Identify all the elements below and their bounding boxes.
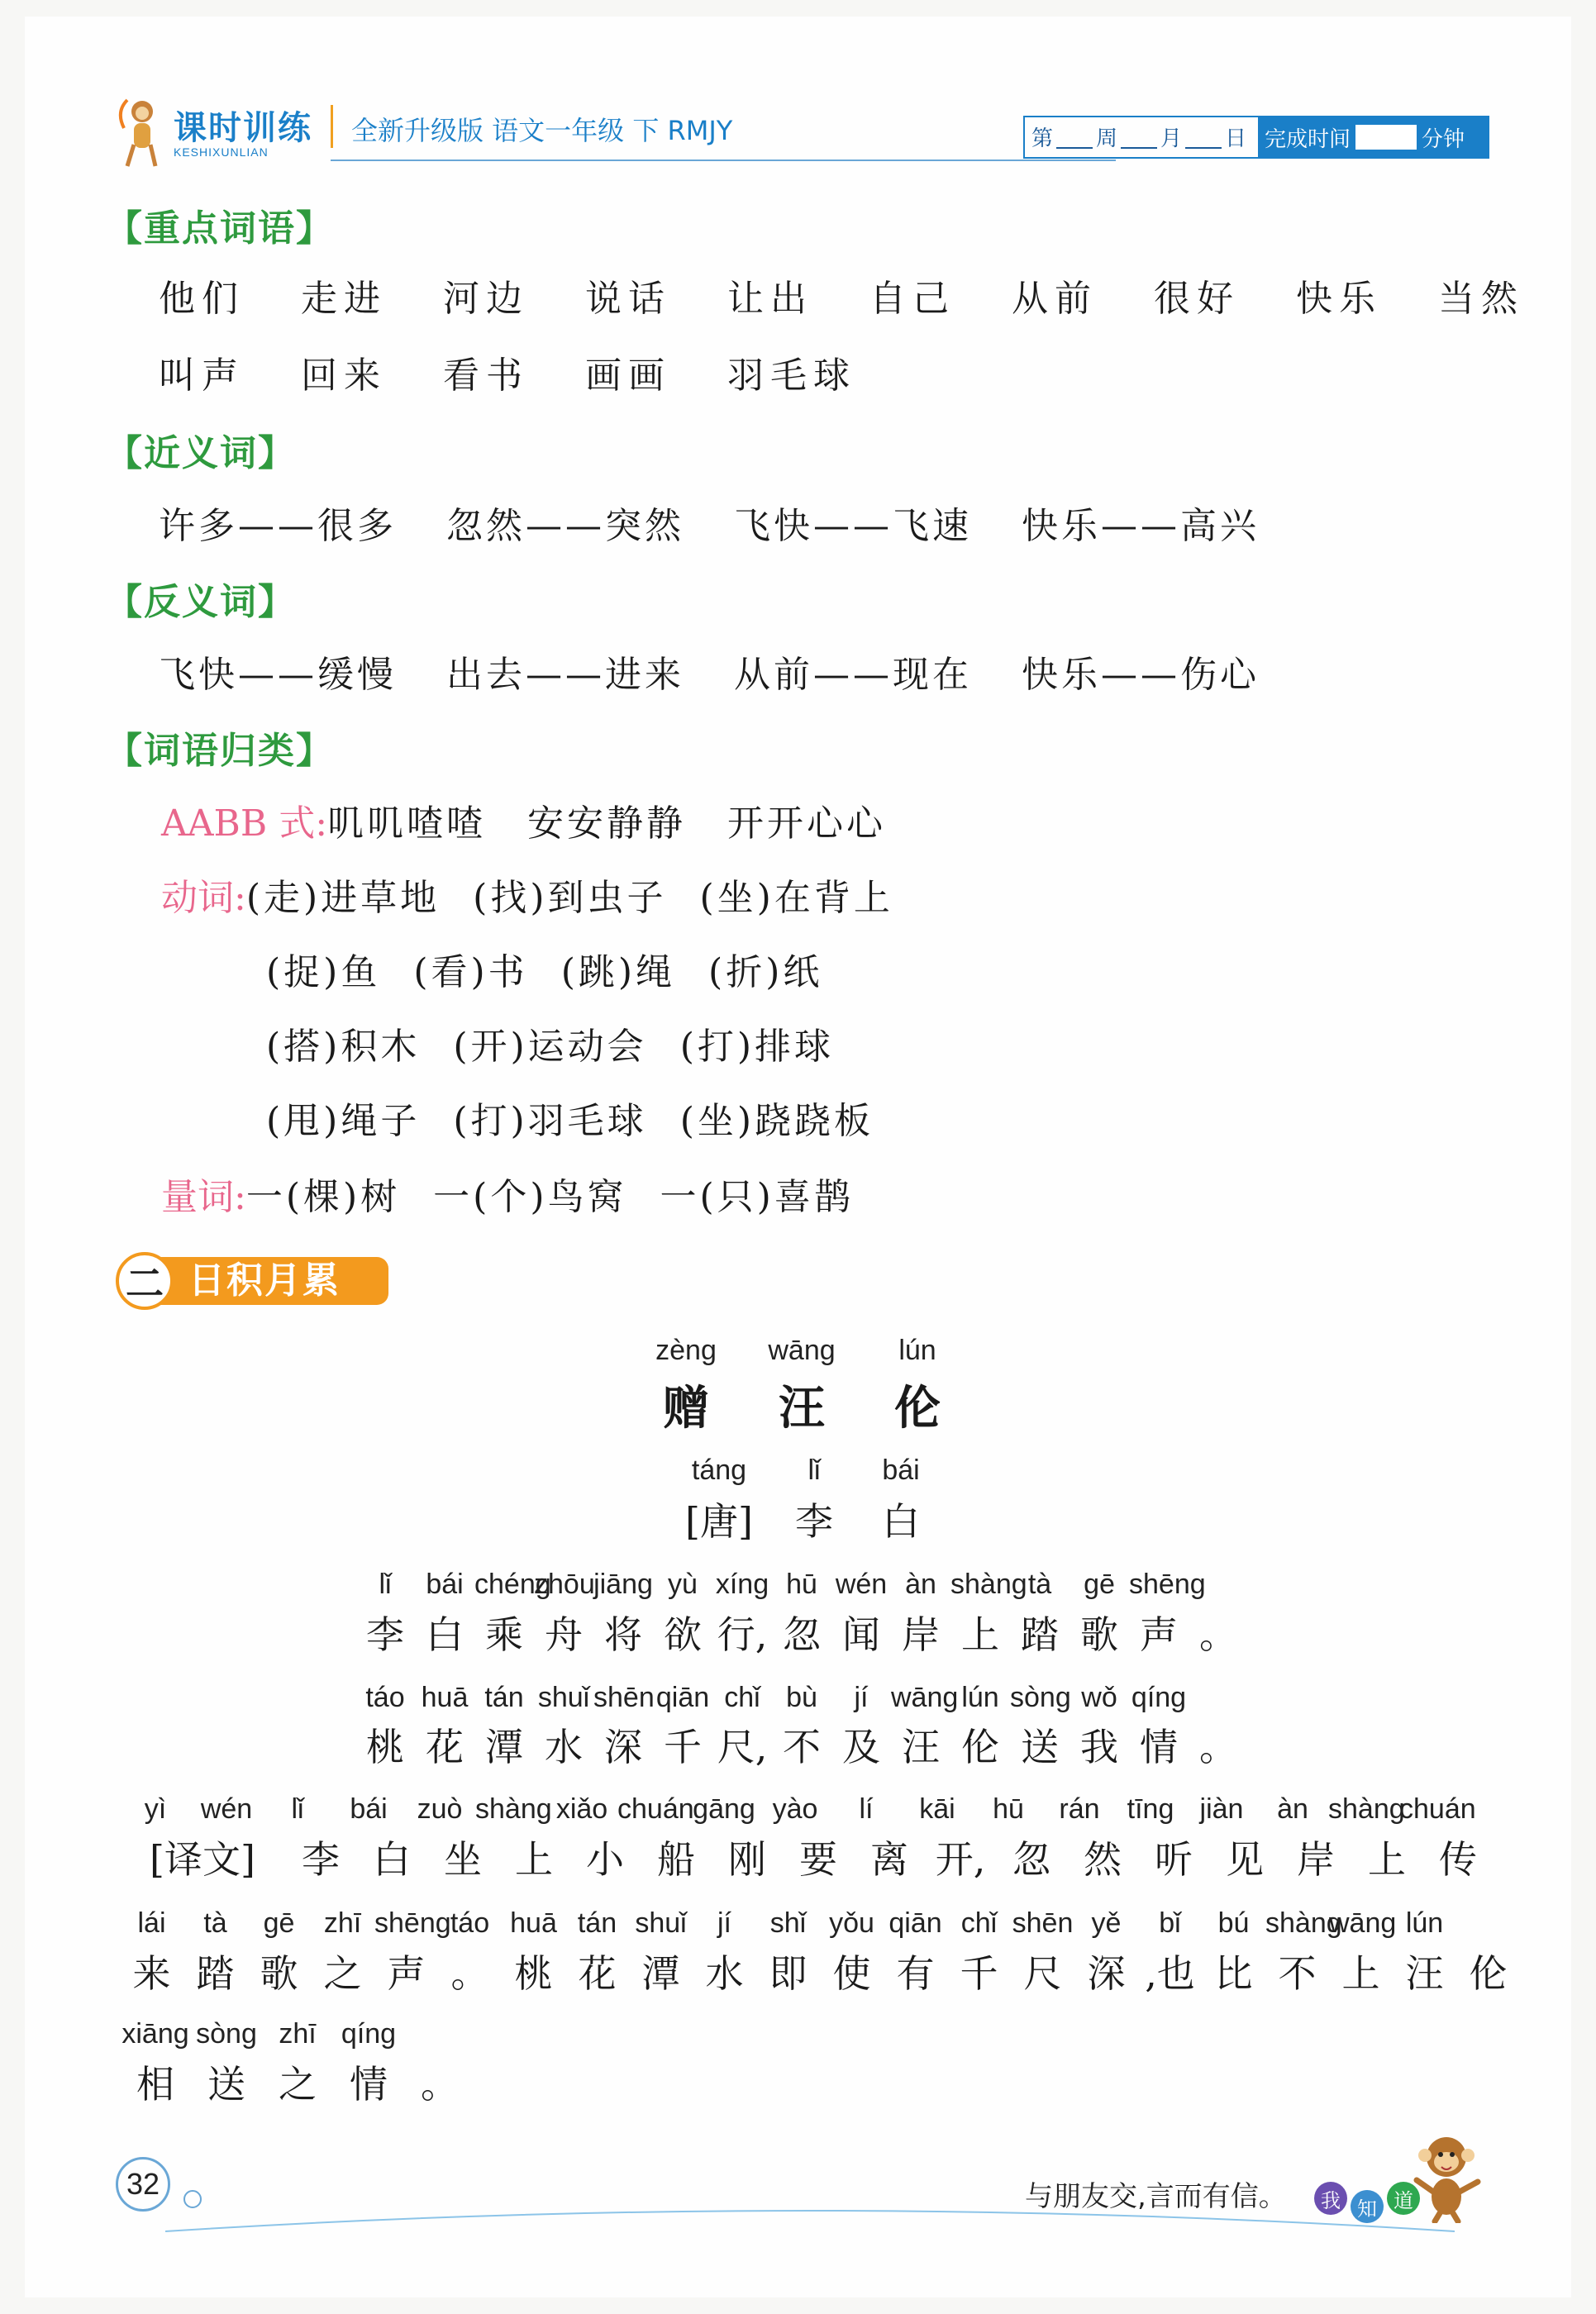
antonym-pair: 飞快——缓慢: [159, 654, 397, 696]
pinyin: shēng: [374, 1907, 451, 1939]
pinyin: bǐ: [1159, 1907, 1181, 1939]
pinyin: wāng: [768, 1335, 836, 1366]
pinyin: qiān: [655, 1682, 710, 1713]
verb-row-2: [266, 942, 822, 995]
month-blank[interactable]: [1121, 145, 1157, 149]
date-time-box: [1023, 116, 1489, 159]
section-title: 日积月累: [149, 1257, 388, 1305]
pinyin: jí: [717, 1907, 731, 1939]
measure-row: [161, 1167, 854, 1220]
poem-char: 将: [604, 1612, 642, 1657]
translation-char: 上: [1368, 1837, 1406, 1882]
poem-char: 。: [1199, 1725, 1237, 1769]
pinyin: shàng: [475, 1793, 552, 1825]
verb-phrase: (走)进草地: [245, 877, 441, 919]
translation-char: 花: [578, 1951, 617, 1996]
pinyin: táo: [450, 1907, 490, 1939]
pinyin: hū: [786, 1569, 817, 1600]
pinyin: yào: [772, 1793, 818, 1825]
translation-char: 踏: [196, 1951, 235, 1996]
aabb-word: 开开心心: [727, 802, 887, 845]
pinyin: táng: [691, 1455, 747, 1486]
translation-char: 送: [207, 2062, 245, 2107]
word: 看书: [443, 355, 529, 397]
translation-char: 白: [373, 1837, 411, 1882]
pinyin: zhōu: [534, 1569, 595, 1600]
pinyin: qíng: [1131, 1682, 1187, 1713]
pinyin: xíng: [715, 1569, 769, 1600]
pinyin: yǒu: [829, 1907, 874, 1939]
pinyin: àn: [905, 1569, 936, 1600]
verb-phrase: (搭)积木: [266, 1026, 421, 1068]
poem-char: 李: [366, 1612, 404, 1657]
pinyin: xiāng: [121, 2018, 189, 2050]
mascot-icon: [116, 95, 165, 169]
date-fields: [1025, 117, 1258, 157]
time-label: 完成时间: [1265, 126, 1351, 152]
translation-char: 之: [323, 1951, 362, 1996]
month-label: 月: [1160, 126, 1183, 151]
translation-char: 船: [657, 1837, 695, 1882]
week-label: 周: [1096, 126, 1118, 151]
word: 从前: [1012, 278, 1098, 320]
pinyin: lái: [137, 1907, 166, 1939]
aabb-word: 叽叽喳喳: [327, 802, 487, 845]
pinyin: wén: [200, 1793, 253, 1825]
pinyin: bù: [786, 1682, 817, 1713]
poem-char: 欲: [664, 1612, 702, 1657]
poem-char: 乘: [485, 1612, 523, 1657]
poem-char: 情: [1140, 1725, 1178, 1769]
poem-char: 闻: [842, 1612, 880, 1657]
pinyin: wāng: [891, 1682, 959, 1713]
translation-char: 。: [421, 2062, 459, 2107]
synonyms-row: [159, 496, 1260, 549]
translation-char: 有: [896, 1951, 935, 1996]
pinyin: shàng: [950, 1569, 1027, 1600]
pinyin: jiāng: [593, 1569, 653, 1600]
translation-char: 小: [586, 1837, 624, 1882]
translation-char: ,也: [1145, 1951, 1195, 1996]
verb-phrase: (跳)绳: [560, 951, 676, 993]
translation-char: 水: [705, 1951, 744, 1996]
section-banner: [116, 1252, 388, 1310]
poem-line-2-pinyin: [355, 1682, 1189, 1714]
measure-phrase: 一(个)鸟窝: [433, 1176, 627, 1218]
pinyin: wǒ: [1081, 1682, 1117, 1713]
translation-char: 声: [387, 1951, 426, 1996]
pinyin: lǐ: [379, 1569, 392, 1600]
book-subtitle: 全新升级版 语文一年级 下 RMJY: [351, 115, 733, 146]
translation-char: 岸: [1297, 1837, 1335, 1882]
word: 走进: [301, 278, 387, 320]
know-badge: [1314, 2182, 1420, 2223]
verb-phrase: (打)排球: [679, 1026, 835, 1068]
translation-row-2-pinyin: [120, 1907, 1456, 1940]
pinyin: wén: [835, 1569, 888, 1600]
poem-line-1-pinyin: [355, 1569, 1206, 1601]
author-char: 白: [882, 1499, 920, 1544]
pinyin: sòng: [196, 2018, 257, 2050]
poem-char: 。: [1199, 1612, 1237, 1657]
header-divider: [331, 105, 333, 148]
translation-row-1-pinyin: [120, 1793, 1476, 1826]
pinyin: yì: [144, 1793, 167, 1825]
poem-char: 舟: [545, 1612, 583, 1657]
pinyin: qiān: [889, 1907, 942, 1939]
pinyin: chuán: [1399, 1793, 1476, 1825]
week-prefix: 第: [1031, 126, 1054, 151]
verb-phrase: (找)到虫子: [473, 877, 667, 919]
translation-char: 听: [1155, 1837, 1193, 1882]
translation-char: 李: [302, 1837, 340, 1882]
poem-char: 岸: [902, 1612, 940, 1657]
verb-row-4: [266, 1091, 874, 1144]
synonym-pair: 快乐——高兴: [1022, 505, 1260, 547]
pinyin: lún: [961, 1682, 999, 1713]
title-char: 汪: [779, 1382, 825, 1436]
pinyin: lǐ: [808, 1455, 821, 1486]
measure-phrase: 一(棵)树: [245, 1176, 401, 1218]
translation-char: 上: [1341, 1951, 1380, 1996]
antonym-pair: 快乐——伤心: [1022, 654, 1260, 696]
translation-char: 坐: [444, 1837, 482, 1882]
verb-label: 动词:: [161, 877, 246, 919]
pinyin: bú: [1217, 1907, 1250, 1939]
measure-label: 量词:: [161, 1176, 246, 1218]
translation-char: 传: [1439, 1837, 1477, 1882]
translation-char: 。: [450, 1951, 489, 1996]
verb-phrase: (坐)跷跷板: [679, 1100, 874, 1142]
footer-motto: 与朋友交,言而有信。: [1025, 2180, 1287, 2213]
translation-char: 不: [1278, 1951, 1317, 1996]
translation-char: 见: [1226, 1837, 1264, 1882]
pinyin: yù: [668, 1569, 698, 1600]
synonym-pair: 忽然——突然: [446, 505, 684, 547]
time-unit: 分钟: [1422, 126, 1465, 152]
pinyin: gāng: [693, 1793, 755, 1825]
translation-char: 开,: [935, 1837, 986, 1882]
poem-char: 我: [1080, 1725, 1118, 1769]
translation-char: 忽: [1012, 1837, 1051, 1882]
translation-char: 千: [960, 1951, 998, 1996]
section-number: 二: [116, 1252, 174, 1310]
page-header: [116, 87, 1488, 169]
synonym-pair: 飞快——飞速: [734, 505, 972, 547]
poem-author-pinyin: [661, 1455, 950, 1487]
word: 河边: [443, 278, 529, 320]
verb-phrase: (折)纸: [708, 951, 823, 993]
pinyin: tà: [1027, 1569, 1052, 1600]
poem-char: 白: [426, 1612, 464, 1657]
pinyin: àn: [1277, 1793, 1308, 1825]
pinyin: gē: [1084, 1569, 1115, 1600]
time-input[interactable]: [1355, 125, 1417, 150]
pinyin: táo: [365, 1682, 405, 1713]
pinyin: lún: [898, 1335, 936, 1366]
translation-char: 即: [769, 1951, 808, 1996]
pinyin: zuò: [417, 1793, 463, 1825]
translation-row-2: [120, 1944, 1520, 1998]
title-char: 伦: [894, 1382, 941, 1436]
poem-author: [661, 1492, 950, 1546]
week-blank[interactable]: [1056, 145, 1093, 149]
poem-char: 花: [426, 1725, 464, 1769]
poem-char: 上: [961, 1612, 999, 1657]
verb-phrase: (坐)在背上: [699, 877, 893, 919]
pinyin: tán: [484, 1682, 524, 1713]
poem-char: 声: [1140, 1612, 1178, 1657]
translation-char: 来: [132, 1951, 171, 1996]
translation-char: 然: [1084, 1837, 1122, 1882]
pinyin: jí: [854, 1682, 869, 1713]
word: 叫声: [159, 355, 245, 397]
poem-title-pinyin: [628, 1335, 975, 1367]
pinyin: hū: [993, 1793, 1024, 1825]
pinyin: shuǐ: [537, 1682, 590, 1713]
word: 很好: [1154, 278, 1240, 320]
pinyin: shēn: [1012, 1907, 1074, 1939]
poem-char: 汪: [902, 1725, 940, 1769]
translation-label: [译文]: [150, 1837, 255, 1882]
pinyin: shàng: [1328, 1793, 1405, 1825]
pinyin: zhī: [279, 2018, 317, 2050]
poem-char: 不: [783, 1725, 821, 1769]
translation-char: 伦: [1469, 1951, 1508, 1996]
word: 羽毛球: [727, 355, 856, 397]
word: 当然: [1438, 278, 1524, 320]
pinyin: shēn: [593, 1682, 655, 1713]
antonym-pair: 出去——进来: [446, 654, 684, 696]
pinyin: wāng: [1329, 1907, 1397, 1939]
pinyin: huā: [510, 1907, 557, 1939]
pinyin: shēng: [1129, 1569, 1206, 1600]
translation-char: 离: [870, 1837, 908, 1882]
word: 让出: [727, 278, 813, 320]
antonym-pair: 从前——现在: [734, 654, 972, 696]
badge-char: 我: [1314, 2182, 1347, 2215]
translation-char: 桃: [514, 1951, 553, 1996]
translation-char: 比: [1214, 1951, 1253, 1996]
poem-char: 千: [664, 1725, 702, 1769]
poem-char: 送: [1021, 1725, 1059, 1769]
pinyin: tīng: [1127, 1793, 1174, 1825]
pinyin: shǐ: [769, 1907, 807, 1939]
translation-char: 歌: [260, 1951, 298, 1996]
poem-char: 行,: [717, 1612, 768, 1657]
pinyin: chǐ: [724, 1682, 760, 1713]
poem-char: 忽: [783, 1612, 821, 1657]
antonyms-row: [159, 645, 1260, 698]
pinyin: zhī: [323, 1907, 362, 1939]
brand-name: 课时训练: [174, 109, 312, 147]
pinyin: zèng: [655, 1335, 717, 1366]
key-words-row-1: [159, 269, 1524, 321]
pinyin: bái: [350, 1793, 388, 1825]
pinyin: chuán: [617, 1793, 694, 1825]
pinyin: rán: [1059, 1793, 1100, 1825]
poem-char: 歌: [1080, 1612, 1118, 1657]
verb-phrase: (甩)绳子: [266, 1100, 421, 1142]
pinyin: lún: [1405, 1907, 1444, 1939]
dynasty: [唐]: [685, 1499, 753, 1544]
translation-char: 潭: [641, 1951, 680, 1996]
translation-char: 要: [799, 1837, 837, 1882]
poem-char: 潭: [485, 1725, 523, 1769]
word: 他们: [159, 278, 245, 320]
translation-char: 情: [350, 2062, 388, 2107]
poem-char: 踏: [1021, 1612, 1059, 1657]
translation-char: 上: [515, 1837, 553, 1882]
pinyin: shàng: [1265, 1907, 1342, 1939]
aabb-row: [161, 793, 886, 846]
synonyms-heading: 【近义词】: [106, 432, 296, 474]
pinyin: lǐ: [291, 1793, 304, 1825]
pinyin: chéng: [474, 1569, 551, 1600]
translation-char: 之: [279, 2062, 317, 2107]
synonym-pair: 许多——很多: [159, 505, 397, 547]
aabb-word: 安安静静: [527, 802, 687, 845]
pinyin: jiàn: [1199, 1793, 1244, 1825]
pinyin: tà: [203, 1907, 227, 1939]
page-number: 32: [116, 2157, 170, 2212]
pinyin: yě: [1091, 1907, 1122, 1939]
classify-heading: 【词语归类】: [106, 730, 334, 772]
pinyin: lí: [859, 1793, 874, 1825]
translation-char: 使: [832, 1951, 871, 1996]
word: 画画: [585, 355, 671, 397]
pinyin: qíng: [341, 2018, 397, 2050]
translation-char: 深: [1087, 1951, 1126, 1996]
pinyin: xiǎo: [555, 1793, 608, 1825]
day-blank[interactable]: [1185, 145, 1222, 149]
translation-char: 汪: [1405, 1951, 1444, 1996]
verb-phrase: (打)羽毛球: [453, 1100, 647, 1142]
completion-time: [1258, 117, 1488, 157]
word: 说话: [585, 278, 671, 320]
pinyin: gē: [263, 1907, 295, 1939]
translation-char: 相: [136, 2062, 174, 2107]
pinyin: chǐ: [960, 1907, 998, 1939]
word: 自己: [869, 278, 955, 320]
word: 快乐: [1296, 278, 1382, 320]
verb-phrase: (捉)鱼: [266, 951, 381, 993]
poem-char: 深: [604, 1725, 642, 1769]
key-words-heading: 【重点词语】: [106, 207, 334, 250]
poem-char: 伦: [961, 1725, 999, 1769]
pinyin: shuǐ: [635, 1907, 687, 1939]
poem-title: [628, 1372, 975, 1438]
poem-char: 水: [545, 1725, 583, 1769]
pinyin: kāi: [919, 1793, 955, 1825]
antonyms-heading: 【反义词】: [106, 581, 296, 623]
monkey-icon: [1405, 2132, 1488, 2223]
translation-char: 刚: [728, 1837, 766, 1882]
author-char: 李: [795, 1499, 833, 1544]
pinyin: bái: [882, 1455, 920, 1486]
translation-row-3-pinyin: [120, 2018, 404, 2050]
badge-char: 道: [1387, 2182, 1420, 2215]
pinyin: tán: [577, 1907, 617, 1939]
verb-row-1: [161, 868, 893, 921]
verb-row-3: [266, 1017, 834, 1069]
verb-phrase: (看)书: [413, 951, 528, 993]
measure-phrase: 一(只)喜鹊: [660, 1176, 854, 1218]
badge-char: 知: [1351, 2190, 1384, 2223]
pinyin: sòng: [1010, 1682, 1071, 1713]
brand-pinyin: KESHIXUNLIAN: [174, 145, 269, 159]
translation-row-1: [120, 1830, 1494, 1884]
translation-row-3: [120, 2055, 475, 2109]
poem-line-2: [355, 1717, 1248, 1772]
key-words-row-2: [159, 345, 912, 398]
verb-phrase: (开)运动会: [453, 1026, 647, 1068]
header-rule: [331, 160, 1116, 161]
translation-char: 尺: [1023, 1951, 1062, 1996]
aabb-label: AABB 式:: [161, 802, 328, 845]
poem-char: 尺,: [717, 1725, 768, 1769]
pinyin: bái: [426, 1569, 464, 1600]
poem-line-1: [355, 1605, 1248, 1659]
pinyin: huā: [421, 1682, 469, 1713]
title-char: 赠: [663, 1382, 709, 1436]
word: 回来: [301, 355, 387, 397]
brand-logo: [174, 102, 312, 159]
poem-char: 及: [842, 1725, 880, 1769]
day-label: 日: [1225, 126, 1247, 151]
poem-char: 桃: [366, 1725, 404, 1769]
